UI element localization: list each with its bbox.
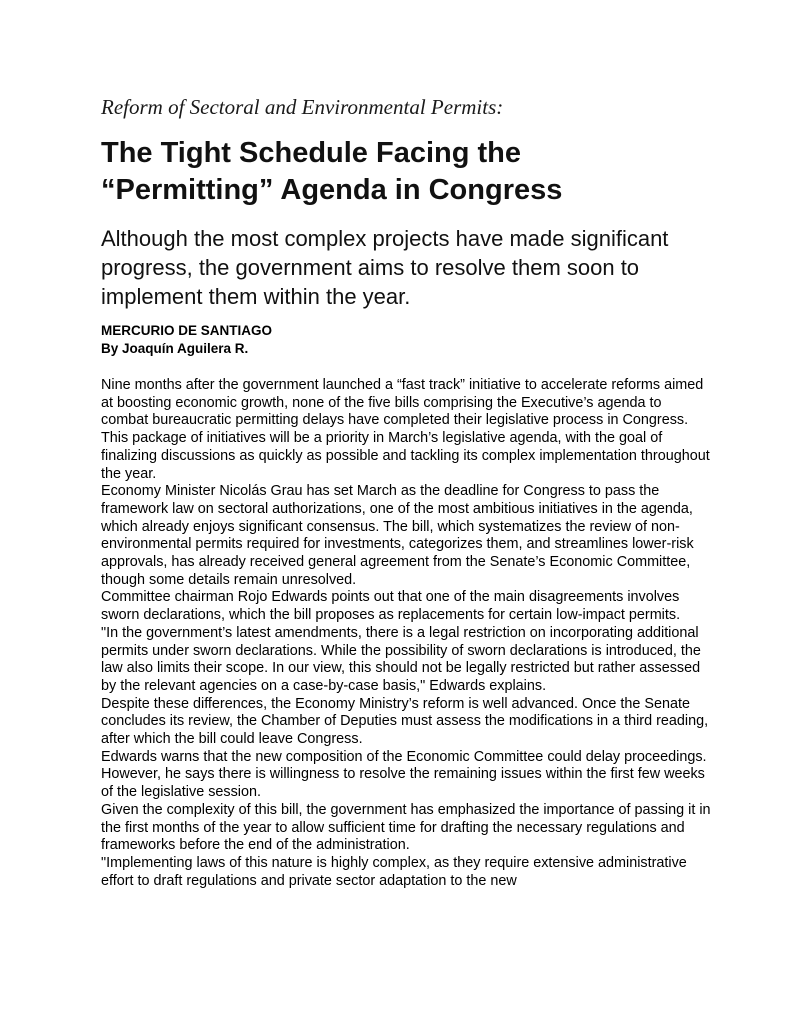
body-paragraph-5: Despite these differences, the Economy Ministry’s reform is well advanced. Once the Senate concludes its review, the Chamber of Deputies must assess the modifications in a third reading, after which the bill could leave Congress. — [101, 695, 709, 748]
byline — [101, 322, 701, 358]
article-kicker: Reform of Sectoral and Environmental Permits: — [101, 95, 504, 119]
body-paragraph-4: "In the government’s latest amendments, there is a legal restriction on incorporating additional permits under sworn declarations. While the possibility of sworn declarations is introduced, the law also limits their scope. In our view, this should not be legally restricted but rather assessed by the relevant agencies on a case-by-case basis," Edwards explains. — [101, 624, 701, 694]
body-paragraph-7: Given the complexity of this bill, the government has emphasized the importance of passing it in the first months of the year to allow sufficient time for drafting the necessary regulations and frameworks before the end of the administration. — [101, 801, 711, 854]
article-subheadline: Although the most complex projects have made significant progress, the government aims to resolve them soon to implement them within the year. — [101, 226, 669, 309]
body-paragraph-8: "Implementing laws of this nature is highly complex, as they require extensive administrative effort to draft regulations and private sector adaptation to the new — [101, 854, 687, 889]
headline-line-1: The Tight Schedule Facing the — [101, 137, 522, 169]
headline-line-2: “Permitting” Agenda in Congress — [101, 174, 563, 206]
author-name: By Joaquín Aguilera R. — [101, 341, 249, 356]
body-paragraph-3: Committee chairman Rojo Edwards points out that one of the main disagreements involves sworn declarations, which the bill proposes as replacements for certain low-impact permits. — [101, 589, 681, 624]
body-paragraph-6: Edwards warns that the new composition of the Economic Committee could delay proceedings. However, he says there is willingness to resolve the remaining issues within the first few weeks of the legislative session. — [101, 748, 707, 801]
article-body — [101, 377, 711, 890]
body-paragraph-1: Nine months after the government launched a “fast track” initiative to accelerate reforms aimed at boosting economic growth, none of the five bills comprising the Executive’s agenda to combat bureaucratic permitting delays have completed their legislative process in Congress. This package of initiatives will be a priority in March’s legislative agenda, with the goal of finalizing discussions as quickly as possible and tackling its complex implementation throughout the year. — [101, 377, 710, 482]
body-paragraph-2: Economy Minister Nicolás Grau has set March as the deadline for Congress to pass the framework law on sectoral authorizations, one of the most ambitious initiatives in the agenda, which already enjoys significant consensus. The bill, which systematizes the review of non-environmental permits required for investments, categorizes them, and streamlines lower-risk approvals, has already received general agreement from the Senate’s Economic Committee, though some details remain unresolved. — [101, 483, 694, 588]
article-headline — [101, 135, 701, 209]
publication-name: MERCURIO DE SANTIAGO — [101, 323, 273, 338]
